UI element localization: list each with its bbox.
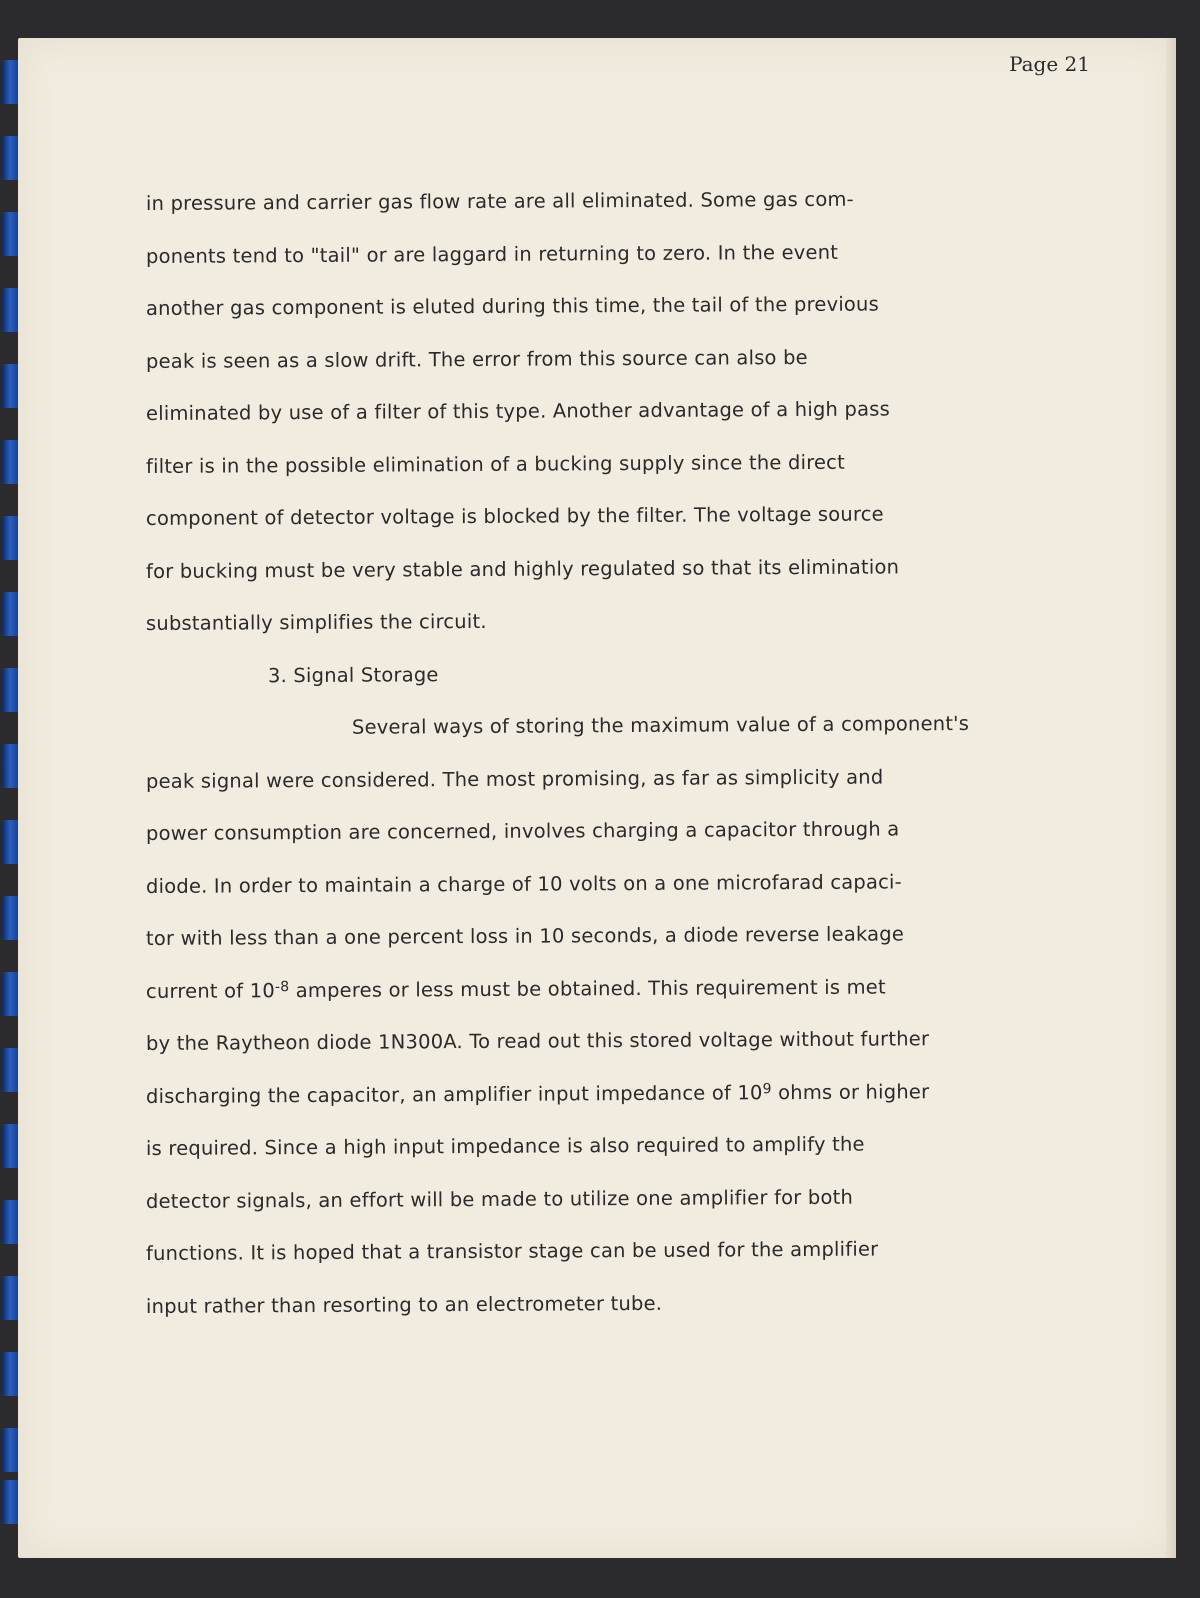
exponent: 9 bbox=[762, 1080, 772, 1097]
text-line bbox=[146, 960, 1046, 1018]
text-line: tor with less than a one percent loss in 10 seconds, a diode reverse leakage bbox=[145, 922, 905, 950]
section-heading: 3. Signal Storage bbox=[267, 662, 439, 687]
text-fragment: discharging the capacitor, an amplifier input impedance of 10 bbox=[145, 1080, 763, 1108]
page-number: Page 21 bbox=[1009, 52, 1090, 76]
text-line: diode. In order to maintain a charge of 10 volts on a one microfarad capaci- bbox=[145, 869, 902, 898]
text-fragment: current of 10 bbox=[145, 978, 276, 1003]
page-edge bbox=[1166, 38, 1176, 1558]
text-line: power consumption are concerned, involves charging a capacitor through a bbox=[145, 817, 900, 845]
exponent: -8 bbox=[274, 978, 290, 995]
text-line: filter is in the possible elimination of a bucking supply since the direct bbox=[145, 450, 845, 478]
text-line: component of detector voltage is blocked by the filter. The voltage source bbox=[145, 502, 884, 530]
text-line: functions. It is hoped that a transistor stage can be used for the amplifier bbox=[145, 1237, 879, 1265]
text-line: input rather than resorting to an electrometer tube. bbox=[145, 1291, 663, 1318]
text-line: in pressure and carrier gas flow rate are all eliminated. Some gas com- bbox=[145, 187, 854, 215]
text-line: substantially simplifies the circuit. bbox=[145, 609, 487, 635]
text-line: another gas component is eluted during this time, the tail of the previous bbox=[145, 292, 880, 320]
text-line: Several ways of storing the maximum value of a component's bbox=[351, 711, 970, 739]
text-fragment: amperes or less must be obtained. This requirement is met bbox=[289, 974, 886, 1002]
text-line: detector signals, an effort will be made to utilize one amplifier for both bbox=[145, 1185, 854, 1213]
body-text bbox=[146, 178, 1046, 1333]
text-line: ponents tend to "tail" or are laggard in returning to zero. In the event bbox=[145, 240, 839, 268]
text-line: by the Raytheon diode 1N300A. To read out this stored voltage without further bbox=[145, 1027, 930, 1055]
text-line: eliminated by use of a filter of this type. Another advantage of a high pass bbox=[145, 397, 890, 425]
text-fragment: ohms or higher bbox=[771, 1079, 930, 1104]
text-line: peak is seen as a slow drift. The error from this source can also be bbox=[145, 345, 808, 373]
text-line: for bucking must be very stable and highly regulated so that its elimination bbox=[145, 554, 900, 583]
text-line: is required. Since a high input impedance is also required to amplify the bbox=[145, 1132, 865, 1160]
text-line bbox=[146, 1065, 1046, 1123]
text-line: peak signal were considered. The most promising, as far as simplicity and bbox=[145, 764, 884, 793]
